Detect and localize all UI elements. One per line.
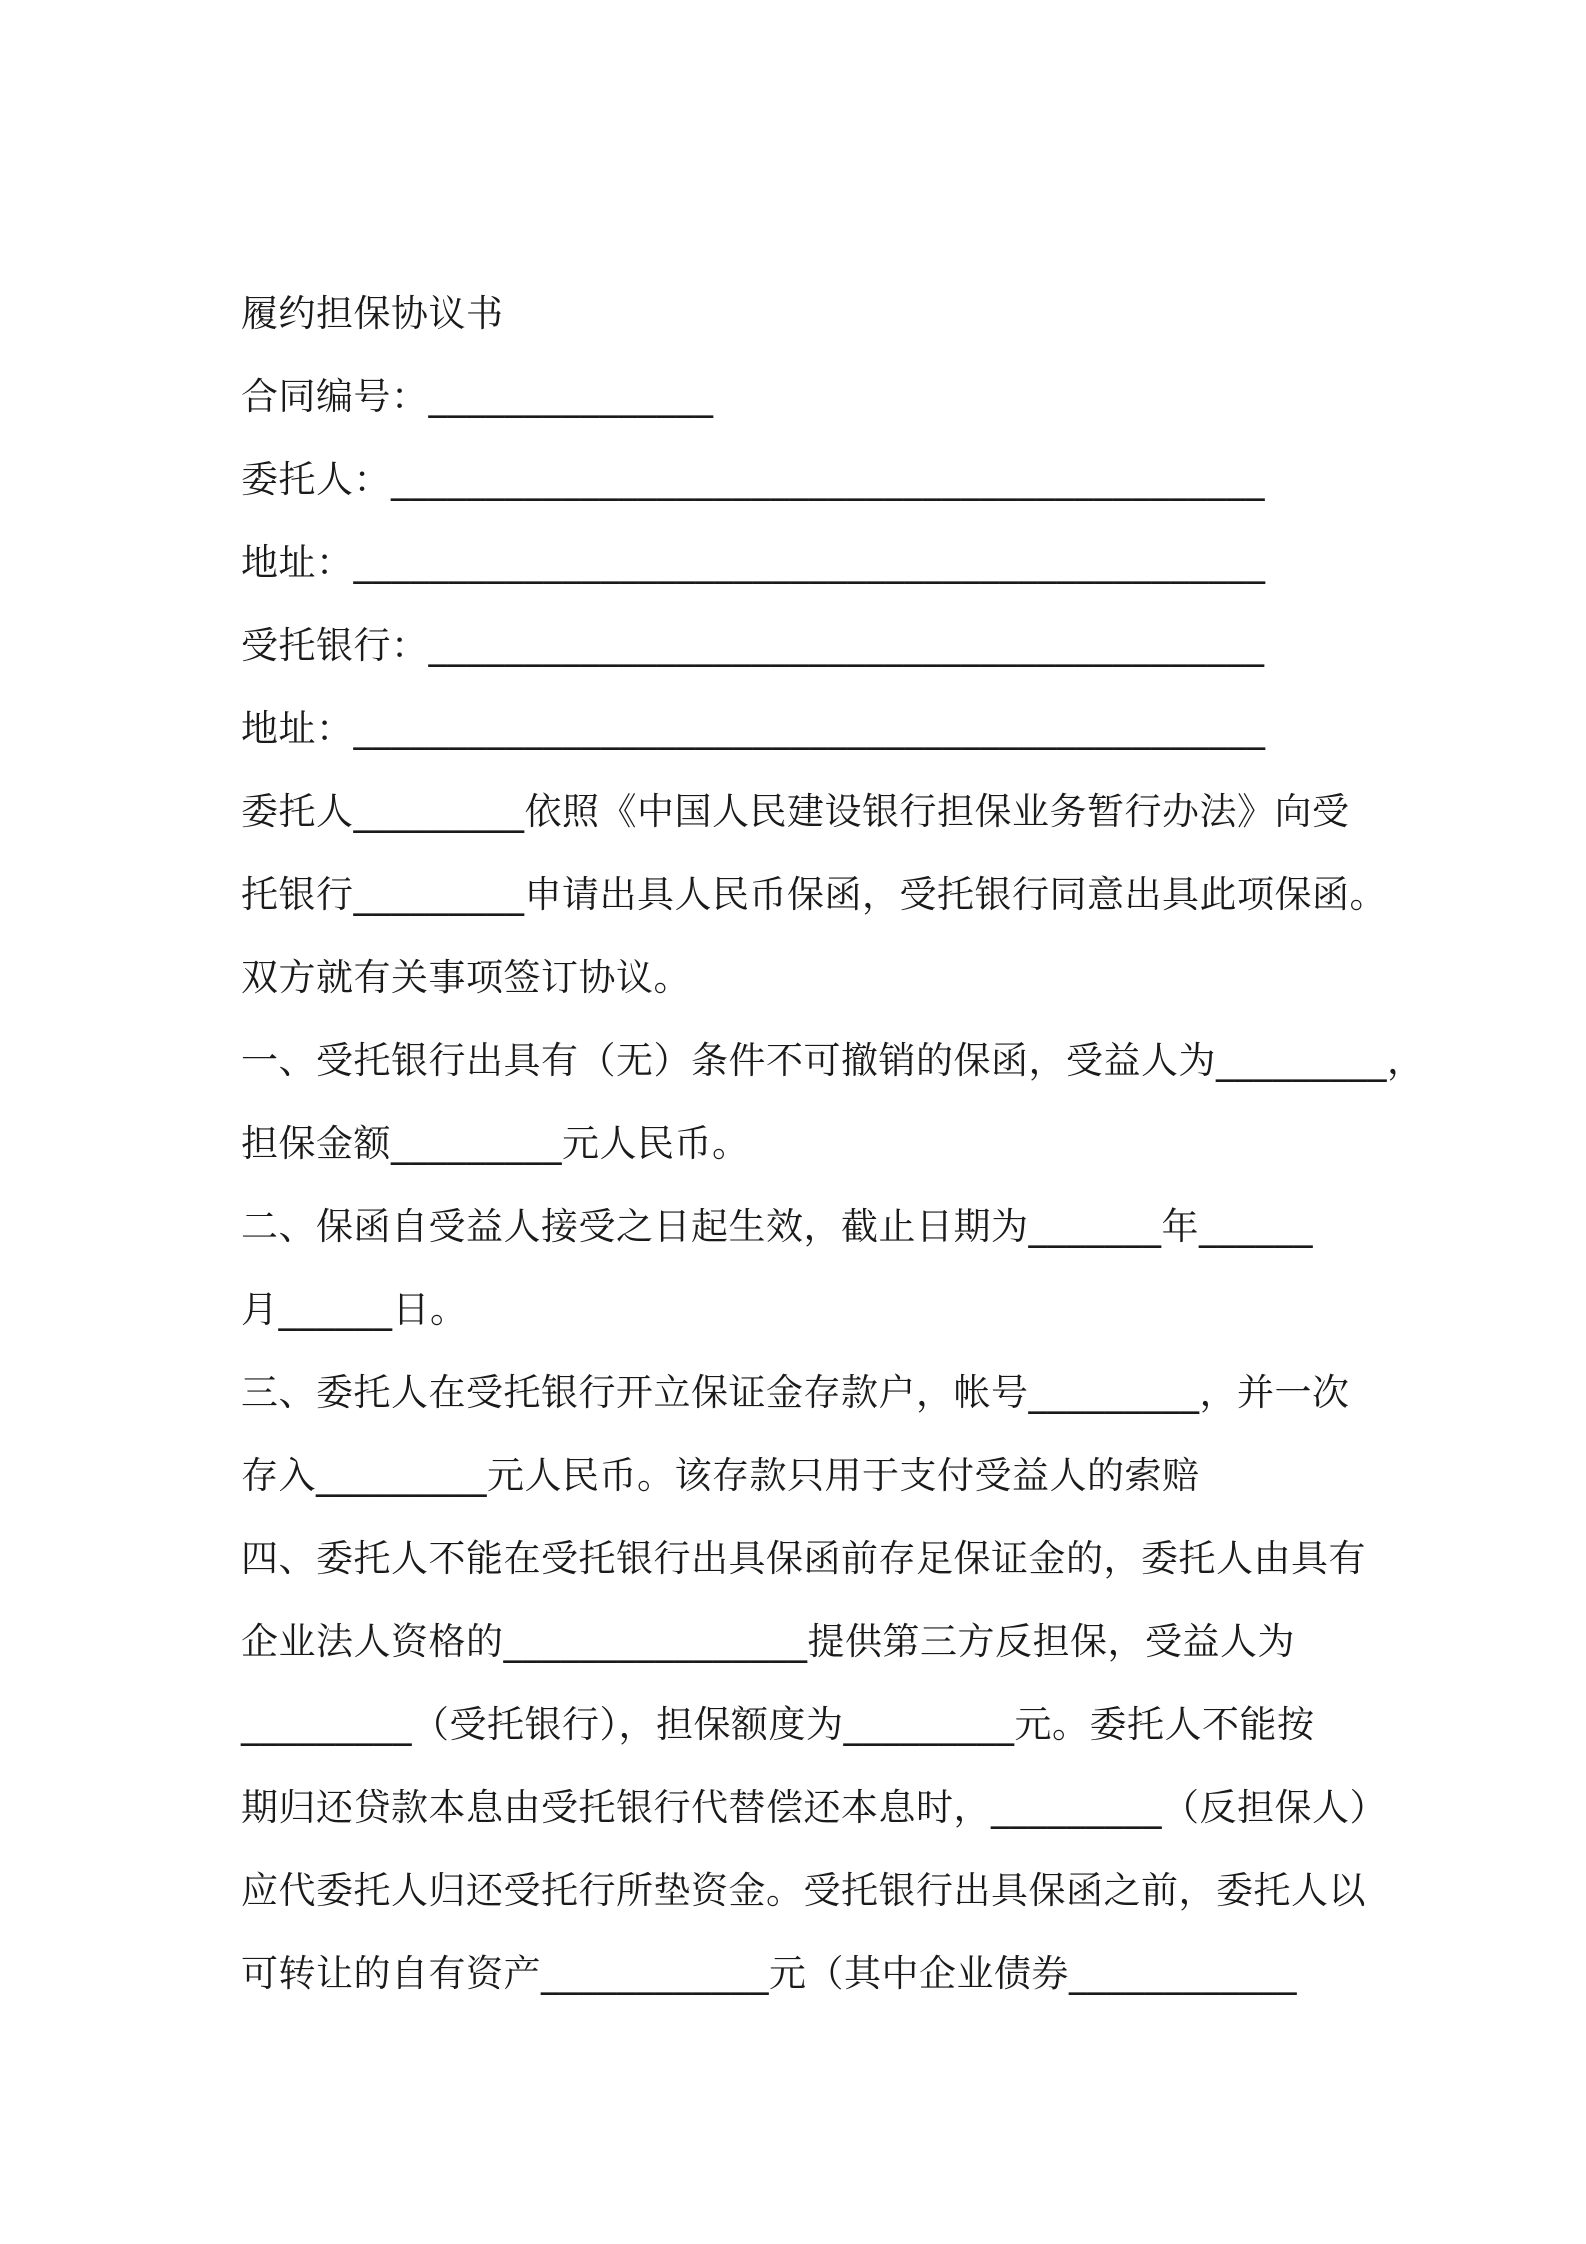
clause-3-line-2: 存入_________元人民币。该存款只用于支付受益人的索赔 [241,1454,1200,1497]
clause-4-line-5: 应代委托人归还受托行所垫资金。受托银行出具保函之前，委托人以 [241,1869,1366,1912]
preamble-line-3: 双方就有关事项签订协议。 [241,956,691,999]
preamble-line-1: 委托人_________依照《中国人民建设银行担保业务暂行办法》向受 [241,790,1350,833]
clause-3-line-1: 三、委托人在受托银行开立保证金存款户，帐号_________，并一次 [241,1371,1350,1414]
clause-4-line-4: 期归还贷款本息由受托银行代替偿还本息时，_________（反担保人） [241,1786,1387,1829]
principal-line: 委托人：______________________________________________ [241,458,1265,501]
clause-4-line-3: _________（受托银行），担保额度为_________元。委托人不能按 [241,1703,1315,1746]
clause-4-line-1: 四、委托人不能在受托银行出具保函前存足保证金的，委托人由具有 [241,1537,1366,1580]
clause-1-line-2: 担保金额_________元人民币。 [241,1122,750,1165]
clause-4-line-2: 企业法人资格的________________提供第三方反担保，受益人为 [241,1620,1295,1663]
contract-number-line: 合同编号：_______________ [241,375,714,418]
preamble-line-2: 托银行_________申请出具人民币保函，受托银行同意出具此项保函。 [241,873,1387,916]
clause-4-line-6: 可转让的自有资产____________元（其中企业债券____________ [241,1952,1297,1995]
clause-2-line-2: 月______日。 [241,1288,468,1331]
clause-2-line-1: 二、保函自受益人接受之日起生效，截止日期为_______年______ [241,1205,1313,1248]
principal-address-line: 地址：________________________________________________ [241,541,1266,584]
trustee-bank-line: 受托银行：____________________________________________ [241,624,1265,667]
document-body [241,285,1425,2028]
document-title: 履约担保协议书 [241,292,504,335]
trustee-address-line: 地址：________________________________________________ [241,707,1266,750]
clause-1-line-1: 一、受托银行出具有（无）条件不可撤销的保函，受益人为_________， [241,1039,1425,1082]
